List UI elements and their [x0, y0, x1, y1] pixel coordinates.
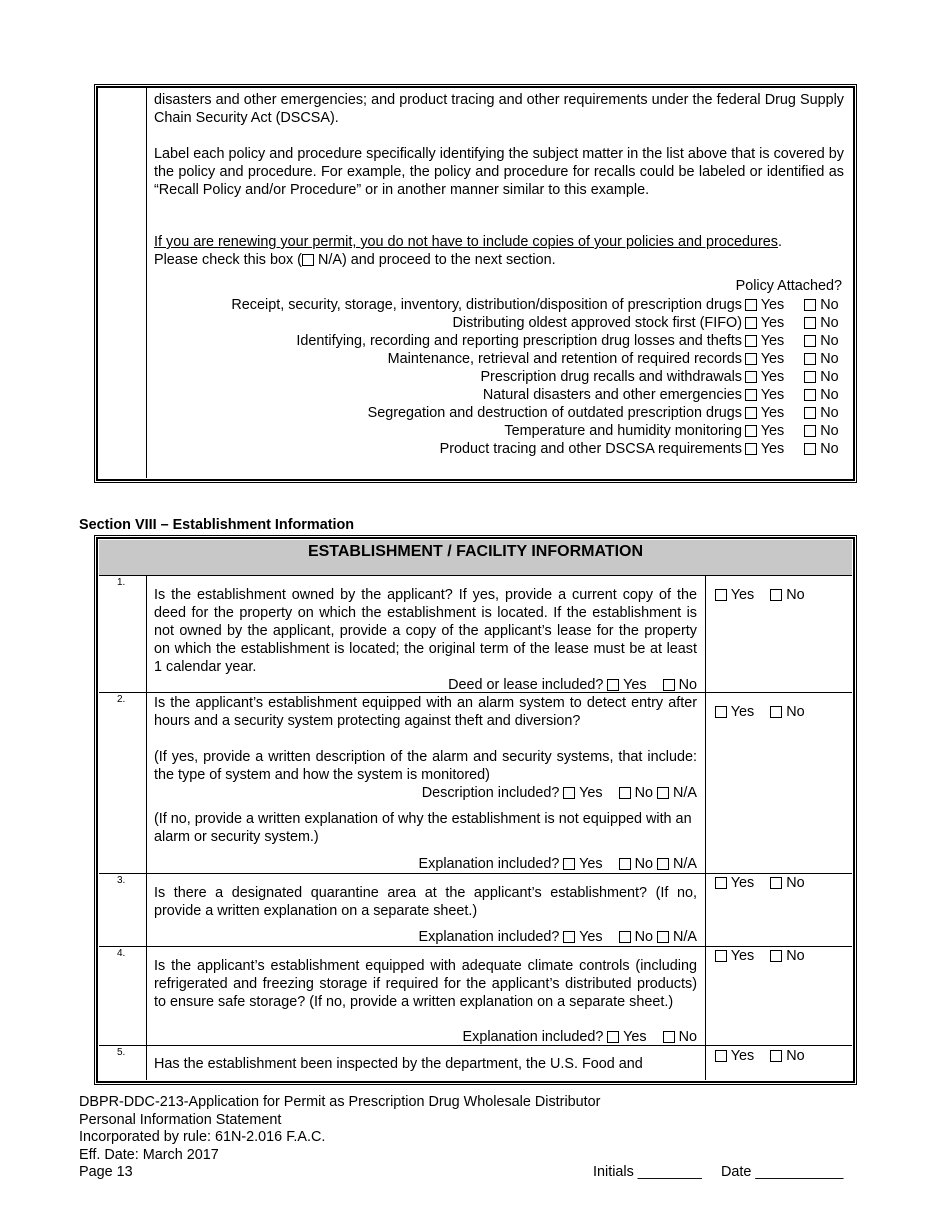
row-4-sub-yes-checkbox[interactable] [607, 1031, 619, 1043]
policy-para-1: disasters and other emergencies; and product tracing and other requirements under the federal Drug Supply Chain Security Act (DSCSA). [154, 92, 844, 126]
row-5-no-checkbox[interactable] [770, 1050, 782, 1062]
policy-yes-no: Yes No [742, 405, 846, 421]
row-3-yes-checkbox[interactable] [715, 877, 727, 889]
row-4-no-checkbox[interactable] [770, 950, 782, 962]
footer [79, 1094, 600, 1182]
row-4-sub: Explanation included? Yes No [462, 1029, 697, 1045]
row-1-answer: Yes No [715, 586, 805, 604]
footer-rule: Incorporated by rule: 61N-2.016 F.A.C. [79, 1129, 326, 1145]
footer-form-id: DBPR-DDC-213-Application for Permit as Prescription Drug Wholesale Distributor [79, 1094, 601, 1110]
policy-label: Segregation and destruction of outdated prescription drugs [367, 405, 742, 421]
footer-date[interactable]: Date ___________ [721, 1164, 844, 1180]
policy-no-checkbox[interactable] [804, 407, 816, 419]
row-1-sub-yes-checkbox[interactable] [607, 679, 619, 691]
row-2-desc-na-checkbox[interactable] [657, 787, 669, 799]
row-2-sub-1: Description included? Yes No N/A [421, 785, 697, 801]
policy-yes-checkbox[interactable] [745, 335, 757, 347]
policy-yes-checkbox[interactable] [745, 299, 757, 311]
row-1-yes-checkbox[interactable] [715, 589, 727, 601]
row-4-sub-no-checkbox[interactable] [663, 1031, 675, 1043]
row-5-yes-checkbox[interactable] [715, 1050, 727, 1062]
policy-no-checkbox[interactable] [804, 443, 816, 455]
row-3-sub-na-checkbox[interactable] [657, 931, 669, 943]
policy-no-checkbox[interactable] [804, 317, 816, 329]
row-2-expl-na-checkbox[interactable] [657, 858, 669, 870]
policy-yes-no: Yes No [742, 423, 846, 439]
row-2-expl-yes-checkbox[interactable] [563, 858, 575, 870]
policy-row [150, 332, 846, 350]
policy-row [150, 350, 846, 368]
footer-eff-date: Eff. Date: March 2017 [79, 1146, 219, 1163]
row-4-yes-checkbox[interactable] [715, 950, 727, 962]
policy-column-divider [146, 88, 147, 478]
policy-row [150, 404, 846, 422]
row-3-answer: Yes No [715, 874, 805, 892]
policy-no-checkbox[interactable] [804, 299, 816, 311]
policy-yes-no: Yes No [742, 351, 846, 367]
policy-list [150, 296, 846, 458]
policy-row [150, 296, 846, 314]
policy-yes-checkbox[interactable] [745, 353, 757, 365]
footer-subtitle: Personal Information Statement [79, 1111, 282, 1128]
row-2-desc-no-checkbox[interactable] [619, 787, 631, 799]
row-2-question: Is the applicant’s establishment equipped with an alarm system to detect entry after hours and a security system protecting against theft and diversion? [154, 695, 697, 729]
row-number: 4. [117, 948, 126, 959]
footer-initials[interactable]: Initials ________ [593, 1164, 702, 1180]
row-3-sub: Explanation included? Yes No N/A [418, 929, 697, 945]
policy-yes-no: Yes No [742, 369, 846, 385]
row-2-no-checkbox[interactable] [770, 706, 782, 718]
policy-yes-no: Yes No [742, 315, 846, 331]
policy-label: Temperature and humidity monitoring [504, 423, 742, 439]
policy-no-checkbox[interactable] [804, 425, 816, 437]
policy-yes-checkbox[interactable] [745, 317, 757, 329]
policy-no-checkbox[interactable] [804, 371, 816, 383]
row-2-expl-no-checkbox[interactable] [619, 858, 631, 870]
policy-yes-no: Yes No [742, 441, 846, 457]
policy-yes-no: Yes No [742, 387, 846, 403]
row-5-question: Has the establishment been inspected by the department, the U.S. Food and [154, 1056, 643, 1072]
policy-yes-no: Yes No [742, 297, 846, 313]
policy-row [150, 314, 846, 332]
renew-na-checkbox[interactable] [302, 254, 314, 266]
policy-row [150, 368, 846, 386]
policy-label: Receipt, security, storage, inventory, distribution/disposition of prescription drugs [231, 297, 742, 313]
policy-label: Distributing oldest approved stock first (FIFO) [452, 315, 742, 331]
policy-no-checkbox[interactable] [804, 335, 816, 347]
policy-yes-no: Yes No [742, 333, 846, 349]
footer-page: Page 13 [79, 1164, 133, 1180]
row-2-sub-2: Explanation included? Yes No N/A [418, 856, 697, 872]
row-3-question: Is there a designated quarantine area at the applicant’s establishment? (If no, provide a written explanation on a separate sheet.) [154, 885, 697, 919]
policy-label: Prescription drug recalls and withdrawals [480, 369, 742, 385]
policy-row [150, 440, 846, 458]
policy-no-checkbox[interactable] [804, 353, 816, 365]
row-1-no-checkbox[interactable] [770, 589, 782, 601]
row-1-sub-no-checkbox[interactable] [663, 679, 675, 691]
policy-yes-checkbox[interactable] [745, 407, 757, 419]
row-2-desc-yes-checkbox[interactable] [563, 787, 575, 799]
row-number: 1. [117, 577, 126, 588]
policy-row [150, 386, 846, 404]
row-2-yes-checkbox[interactable] [715, 706, 727, 718]
policy-attached-header: Policy Attached? [735, 278, 842, 294]
row-number: 2. [117, 694, 126, 705]
policy-no-checkbox[interactable] [804, 389, 816, 401]
row-4-question: Is the applicant’s establishment equipped with adequate climate controls (including refrigerated and freezing storage if required for the applicant’s distributed products) to ensure safe storage? (If no, provide a written explanation on a separate sheet.) [154, 958, 697, 1010]
policy-label: Maintenance, retrieval and retention of required records [387, 351, 742, 367]
row-3-no-checkbox[interactable] [770, 877, 782, 889]
renew-note: If you are renewing your permit, you do not have to include copies of your policies and procedures. Please check this box ( N/A) and proceed to the next section. [154, 234, 782, 268]
row-5-answer: Yes No [715, 1047, 805, 1065]
policy-label: Identifying, recording and reporting prescription drug losses and thefts [296, 333, 742, 349]
policy-yes-checkbox[interactable] [745, 389, 757, 401]
policy-label: Product tracing and other DSCSA requirements [439, 441, 742, 457]
table-header: ESTABLISHMENT / FACILITY INFORMATION [307, 543, 644, 560]
row-1-sub: Deed or lease included? Yes No [448, 677, 697, 693]
row-2-detail-no: (If no, provide a written explanation of why the establishment is not equipped with an alarm or security system.) [154, 811, 692, 845]
row-1-question: Is the establishment owned by the applicant? If yes, provide a current copy of the deed for the property on which the establishment is located. If the establishment is not owned by the applicant, provide a copy of the applicant’s lease for the property on which the establishment is located; the original term of the lease must be at least 1 calendar year. [154, 587, 697, 675]
policy-para-2: Label each policy and procedure specifically identifying the subject matter in the list above that is covered by the policy and procedure. For example, the policy and procedure for recalls could be labeled or identified as “Recall Policy and/or Procedure” or in another manner similar to this example. [154, 146, 844, 198]
row-2-answer: Yes No [715, 703, 805, 721]
policy-row [150, 422, 846, 440]
policy-label: Natural disasters and other emergencies [482, 387, 742, 403]
row-2-detail-yes: (If yes, provide a written description of the alarm and security systems, that include: the type of system and how the system is monitored) [154, 749, 697, 783]
policy-yes-checkbox[interactable] [745, 443, 757, 455]
row-number: 5. [117, 1047, 126, 1058]
section-title: Section VIII – Establishment Information [79, 517, 355, 533]
policy-yes-checkbox[interactable] [745, 425, 757, 437]
policy-yes-checkbox[interactable] [745, 371, 757, 383]
row-4-answer: Yes No [715, 947, 805, 965]
row-3-sub-yes-checkbox[interactable] [563, 931, 575, 943]
row-3-sub-no-checkbox[interactable] [619, 931, 631, 943]
renew-note-underlined: If you are renewing your permit, you do not have to include copies of your policies and procedures [154, 234, 778, 250]
row-number: 3. [117, 875, 126, 886]
